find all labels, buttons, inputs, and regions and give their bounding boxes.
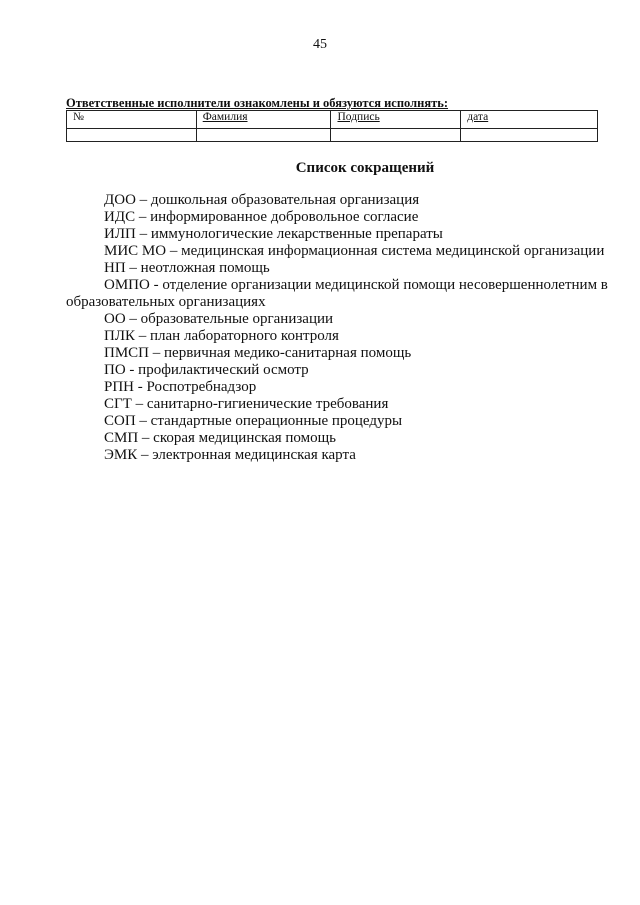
header-signature: Подпись — [331, 111, 461, 129]
header-number: № — [67, 111, 197, 129]
page-number: 45 — [313, 37, 327, 52]
list-item: ДОО – дошкольная образовательная организация — [104, 192, 420, 208]
table-cell — [67, 129, 197, 142]
signature-table — [66, 110, 598, 142]
list-item: ИДС – информированное добровольное согласие — [104, 209, 419, 225]
list-item: ПЛК – план лабораторного контроля — [104, 328, 339, 344]
list-item: НП – неотложная помощь — [104, 260, 270, 276]
list-item: РПН - Роспотребнадзор — [104, 379, 257, 395]
signature-table-header-row — [67, 111, 598, 129]
list-item: ПО - профилактический осмотр — [104, 362, 309, 378]
list-item: ИЛП – иммунологические лекарственные препараты — [104, 226, 443, 242]
list-item: ПМСП – первичная медико-санитарная помощь — [104, 345, 412, 361]
table-cell — [331, 129, 461, 142]
abbreviation-list — [66, 192, 616, 464]
list-item: СГТ – санитарно-гигиенические требования — [104, 396, 389, 412]
header-surname: Фамилия — [196, 111, 331, 129]
list-item: СМП – скорая медицинская помощь — [104, 430, 337, 446]
list-item: ОО – образовательные организации — [104, 311, 334, 327]
responsible-executors-heading: Ответственные исполнители ознакомлены и обязуются исполнять: — [66, 96, 449, 110]
list-item: ОМПО - отделение организации медицинской помощи несовершеннолетним в образовательных организациях — [66, 277, 608, 310]
list-item: ЭМК – электронная медицинская карта — [104, 447, 356, 463]
list-item: МИС МО – медицинская информационная система медицинской организации — [104, 243, 605, 259]
table-cell — [461, 129, 598, 142]
signature-table-row — [67, 129, 598, 142]
table-cell — [196, 129, 331, 142]
list-item: СОП – стандартные операционные процедуры — [104, 413, 403, 429]
header-date: дата — [461, 111, 598, 129]
document-title: Список сокращений — [295, 160, 435, 176]
